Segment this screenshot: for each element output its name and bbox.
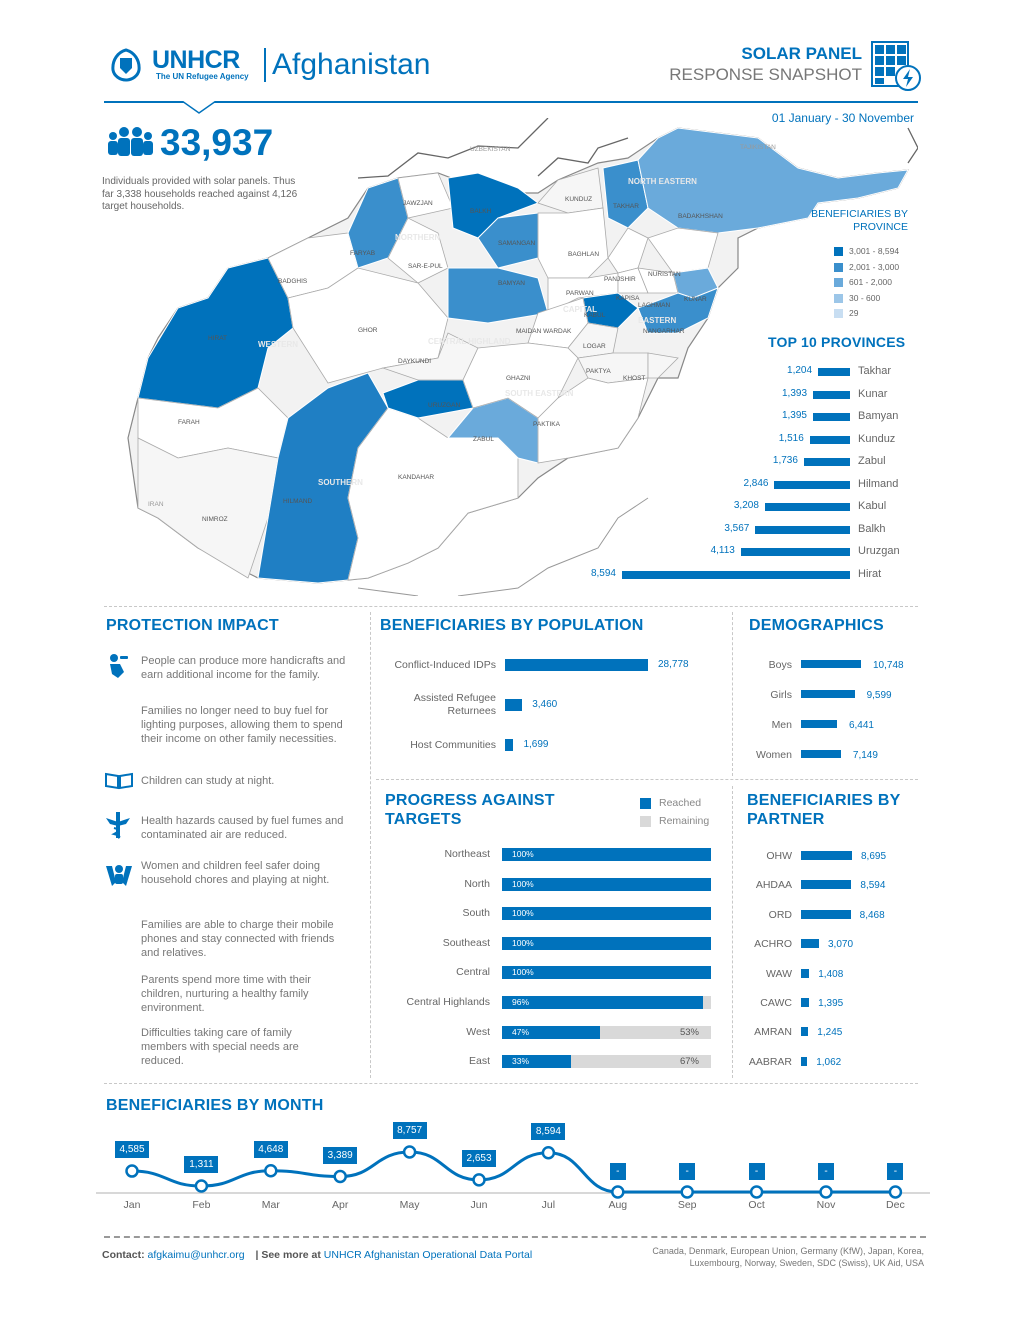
- month-tick-label: Jan: [123, 1199, 141, 1211]
- neighbor-label: IRAN: [148, 501, 164, 508]
- month-tick-label: Oct: [748, 1199, 765, 1211]
- partner-value: 8,594: [860, 880, 886, 892]
- demographics-value: 6,441: [848, 720, 874, 731]
- partners-title: BENEFICIARIES BY PARTNER: [747, 792, 901, 828]
- partner-label: OHW: [766, 850, 792, 862]
- footer-contact: [102, 1249, 532, 1261]
- top10-name: Uruzgan: [858, 545, 900, 557]
- unhcr-logo: [104, 46, 264, 82]
- demographics-bar: [801, 750, 841, 758]
- impact-item-5: Women and children feel safer doing household chores and playing at night.: [141, 860, 330, 886]
- month-point: [612, 1187, 623, 1198]
- progress-track: [502, 848, 711, 861]
- progress-remaining-label: 67%: [679, 1056, 699, 1068]
- top10-bar: [804, 458, 850, 466]
- map-legend-swatch: [834, 263, 843, 272]
- top10-value: 1,516: [778, 432, 804, 444]
- province-label: BAMYAN: [498, 280, 525, 287]
- impact-item-1: People can produce more handicrafts and earn additional income for the family.: [141, 655, 346, 681]
- map-legend-swatch: [834, 294, 843, 303]
- top10-name: Balkh: [858, 522, 886, 535]
- demographics-title: DEMOGRAPHICS: [749, 617, 884, 634]
- progress-fill: [502, 1026, 600, 1039]
- population-bar: [505, 659, 648, 671]
- month-tick-label: Aug: [608, 1199, 628, 1211]
- protection-title: PROTECTION IMPACT: [106, 617, 279, 634]
- demographics-label: Women: [756, 749, 792, 761]
- progress-remaining-label: 53%: [679, 1026, 699, 1038]
- partner-value: 1,408: [818, 968, 844, 980]
- partner-bar: [801, 1057, 807, 1066]
- region-label: CAPITAL: [563, 305, 598, 314]
- progress-track: [502, 907, 711, 920]
- population-label: Assisted Refugee Returnees: [413, 692, 496, 717]
- impact-item-7: Parents spend more time with their children, nurturing a healthy family environment.: [141, 974, 311, 1014]
- top10-bar: [741, 548, 850, 556]
- demographics-label: Girls: [770, 689, 792, 701]
- progress-label: South: [462, 907, 490, 920]
- month-point: [543, 1147, 554, 1158]
- progress-reached-label: 100%: [512, 937, 534, 948]
- population-title: BENEFICIARIES BY POPULATION: [380, 617, 644, 634]
- population-bar: [505, 739, 513, 751]
- progress-label: West: [466, 1025, 490, 1038]
- month-tick-label: Sep: [677, 1199, 697, 1211]
- map-legend-label: 29: [849, 308, 859, 318]
- province-label: DAYKUNDI: [398, 358, 432, 365]
- map-legend-label: 3,001 - 8,594: [849, 246, 900, 256]
- impact-item-6: Families are able to charge their mobile phones and stay connected with friends and relatives.: [141, 919, 335, 959]
- partner-value: 1,062: [816, 1056, 842, 1068]
- top10-value: 3,208: [733, 500, 759, 511]
- demographics-value: 7,149: [852, 750, 878, 761]
- partner-label: AABRAR: [748, 1055, 792, 1068]
- province-label: BADAKHSHAN: [678, 213, 723, 220]
- province-label: LAGHMAN: [638, 302, 671, 309]
- month-data-label: -: [749, 1163, 765, 1180]
- health-icon: [104, 810, 132, 840]
- top10-value: 1,395: [781, 410, 807, 421]
- top10-name: Hilmand: [858, 477, 899, 490]
- province-label: LOGAR: [583, 343, 606, 350]
- laurel-icon: [104, 46, 148, 82]
- country-title: Afghanistan: [272, 48, 431, 81]
- progress-fill: [502, 878, 711, 891]
- top10-name: Takhar: [858, 365, 892, 377]
- progress-track: [502, 878, 711, 891]
- top10-bar: [818, 368, 850, 376]
- month-data-label: -: [679, 1163, 695, 1180]
- see-more-label: | See more at: [255, 1249, 321, 1261]
- period-label: 01 January - 30 November: [771, 111, 914, 125]
- legend-reached-swatch: [640, 798, 651, 809]
- top10-bar: [810, 436, 850, 444]
- month-point: [335, 1171, 346, 1182]
- top10-bar: [774, 481, 850, 489]
- partner-label: ORD: [768, 908, 792, 921]
- header-rule: [104, 101, 918, 103]
- progress-reached-label: 100%: [512, 908, 534, 919]
- province-label: FARAH: [178, 419, 200, 426]
- map-legend-swatch: [834, 278, 843, 287]
- progress-fill: [502, 937, 711, 950]
- border-line-east: [908, 128, 918, 163]
- legend-remaining: [640, 812, 709, 830]
- province-label: ZABUL: [473, 436, 494, 443]
- progress-reached-label: 100%: [512, 849, 534, 859]
- month-point: [127, 1166, 138, 1177]
- top10-name: Zabul: [858, 455, 886, 467]
- divider-bottom: [104, 1083, 918, 1084]
- progress-fill: [502, 1055, 571, 1068]
- top10-value: 1,393: [782, 387, 808, 399]
- region-label: WESTERN: [258, 340, 298, 349]
- month-point: [474, 1174, 485, 1185]
- month-data-label: 8,594: [531, 1123, 565, 1140]
- month-point: [751, 1187, 762, 1198]
- top10-value: 4,113: [710, 545, 735, 556]
- top10-value: 1,204: [787, 365, 813, 376]
- report-title-line1: SOLAR PANEL: [741, 44, 862, 63]
- month-data-label: 4,648: [254, 1141, 288, 1158]
- divider-v1: [370, 612, 371, 1078]
- progress-label: Central Highlands: [406, 996, 490, 1008]
- org-name: UNHCR: [152, 46, 240, 74]
- progress-track: [502, 966, 711, 979]
- progress-track: [502, 1055, 711, 1068]
- province-label: BADGHIS: [278, 278, 308, 285]
- top10-name: Bamyan: [858, 410, 899, 422]
- month-data-label: 2,653: [462, 1150, 496, 1167]
- top10-name: Kunduz: [858, 432, 896, 445]
- top10-name: Hirat: [858, 567, 882, 580]
- divider-top: [104, 606, 918, 607]
- partner-label: AHDAA: [755, 879, 792, 892]
- month-data-label: 4,585: [115, 1141, 149, 1158]
- progress-label: East: [468, 1055, 490, 1068]
- map-legend-label: 30 - 600: [849, 292, 881, 303]
- month-data-label: 3,389: [323, 1147, 357, 1164]
- header-divider: [264, 48, 266, 82]
- progress-fill: [502, 907, 711, 920]
- demographics-bar: [801, 690, 855, 698]
- province-label: HILMAND: [283, 498, 313, 505]
- map-legend-item: [834, 306, 908, 322]
- top10-value: 8,594: [590, 567, 616, 579]
- afghanistan-map: [118, 118, 918, 596]
- province-label: URUZGAN: [428, 402, 461, 409]
- month-tick-label: Jun: [470, 1199, 488, 1211]
- province-label: GHAZNI: [506, 375, 531, 382]
- progress-label: Northeast: [444, 848, 490, 860]
- contact-label: Contact:: [102, 1249, 145, 1261]
- province-label: SAMANGAN: [498, 240, 536, 247]
- partner-value: 1,395: [818, 998, 844, 1009]
- partner-value: 8,468: [859, 909, 885, 921]
- top10-name: Kunar: [858, 387, 888, 400]
- book-icon: [104, 772, 134, 790]
- top10-value: 2,846: [743, 477, 769, 489]
- map-legend-label: 601 - 2,000: [849, 277, 893, 287]
- progress-label: Southeast: [442, 936, 490, 949]
- province-label: NIMROZ: [202, 516, 228, 523]
- province-label: FARYAB: [350, 250, 376, 257]
- partner-bar: [801, 851, 852, 860]
- progress-track: [502, 996, 711, 1009]
- partner-bar: [801, 1027, 808, 1036]
- top10-name: Kabul: [858, 500, 887, 512]
- top10-bar: [813, 413, 850, 421]
- province-label: BALKH: [470, 208, 492, 215]
- border-line-north: [358, 118, 548, 178]
- region-label: NORTH EASTERN: [628, 177, 697, 186]
- province-label: HIRAT: [208, 335, 228, 342]
- province-label: NANGARHAR: [643, 328, 685, 335]
- solar-panel-icon: [870, 40, 922, 92]
- province-label: PAKTYA: [586, 368, 611, 375]
- month-data-label: 8,757: [393, 1122, 427, 1139]
- progress-legend: [640, 794, 709, 830]
- province-label: GHOR: [358, 327, 378, 334]
- progress-reached-label: 96%: [512, 997, 530, 1007]
- top10-value: 1,736: [772, 455, 798, 466]
- progress-reached-label: 33%: [512, 1056, 530, 1067]
- month-point: [265, 1165, 276, 1176]
- progress-label: North: [464, 877, 490, 890]
- population-value: 1,699: [523, 739, 549, 750]
- province-label: PAKTIKA: [533, 421, 560, 428]
- org-subtitle: The UN Refugee Agency: [156, 72, 249, 81]
- month-tick-label: Nov: [816, 1199, 836, 1211]
- month-tick-label: Mar: [261, 1199, 280, 1211]
- partner-bar: [801, 939, 819, 948]
- protection-icon: [104, 860, 134, 890]
- neighbor-label: TAJIKISTAN: [740, 144, 776, 151]
- map-legend-label: 2,001 - 3,000: [849, 261, 900, 272]
- divider-mid: [376, 779, 918, 780]
- impact-item-4: Health hazards caused by fuel fumes and contaminated air are reduced.: [141, 815, 344, 841]
- partner-label: ACHRO: [754, 938, 792, 951]
- headline-description: Individuals provided with solar panels. Thus far 3,338 households reached against 4,126 target households.: [102, 176, 298, 212]
- footer-divider: [104, 1236, 926, 1238]
- month-tick-label: Apr: [332, 1199, 349, 1211]
- progress-title: PROGRESS AGAINST TARGETS: [385, 792, 555, 828]
- month-point: [682, 1187, 693, 1198]
- population-label: Host Communities: [410, 739, 496, 751]
- map-legend-item: [834, 244, 908, 260]
- top10-bar: [622, 571, 850, 579]
- impact-item-2: Families no longer need to buy fuel for lighting purposes, allowing them to spend their income on other family necessities.: [141, 705, 343, 745]
- province-baghlan: [538, 208, 608, 278]
- report-title: [600, 44, 862, 85]
- population-value: 28,778: [658, 659, 689, 670]
- month-data-label: -: [610, 1163, 626, 1180]
- province-label: TAKHAR: [613, 203, 639, 210]
- legend-reached: [640, 794, 709, 812]
- month-point: [404, 1147, 415, 1158]
- province-bamyan: [448, 268, 548, 323]
- top10-bar: [755, 526, 850, 534]
- partner-bar: [801, 880, 851, 889]
- region-label: CENTRAL HIGHLAND: [428, 337, 511, 346]
- demographics-bar: [801, 660, 861, 668]
- map-legend: [790, 208, 908, 322]
- demographics-bar: [801, 720, 837, 728]
- progress-fill: [502, 996, 703, 1009]
- month-point: [196, 1181, 207, 1192]
- progress-reached-label: 100%: [512, 967, 534, 978]
- province-label: KHOST: [623, 375, 646, 382]
- province-label: BAGHLAN: [568, 251, 600, 258]
- partner-value: 1,245: [817, 1027, 843, 1039]
- region-label: EASTERN: [638, 316, 677, 325]
- legend-reached-label: Reached: [659, 797, 702, 809]
- province-label: KUNDUZ: [565, 196, 593, 203]
- progress-reached-label: 100%: [512, 878, 534, 889]
- province-label: KABUL: [584, 312, 606, 319]
- region-label: NORTHERN: [395, 233, 441, 242]
- demographics-label: Boys: [768, 659, 792, 671]
- population-label: Conflict-Induced IDPs: [394, 659, 496, 671]
- impact-item-3: Children can study at night.: [141, 775, 275, 787]
- top10-bar: [765, 503, 850, 511]
- map-legend-item: [834, 275, 908, 291]
- neighbor-label: UZBEKISTAN: [470, 146, 511, 153]
- month-data-label: 1,311: [184, 1156, 218, 1173]
- progress-fill: [502, 966, 711, 979]
- month-data-label: -: [887, 1163, 903, 1180]
- map-legend-items: [834, 244, 908, 322]
- top10-title: TOP 10 PROVINCES: [768, 334, 906, 350]
- province-label: KUNAR: [684, 296, 707, 303]
- partner-bar: [801, 969, 809, 978]
- month-point: [821, 1187, 832, 1198]
- partner-value: 8,695: [861, 851, 887, 862]
- month-point: [890, 1187, 901, 1198]
- partner-label: WAW: [765, 967, 792, 980]
- divider-v2: [732, 612, 733, 776]
- province-label: MAIDAN WARDAK: [516, 328, 572, 335]
- demographics-label: Men: [771, 719, 792, 731]
- demographics-value: 10,748: [873, 660, 904, 671]
- province-label: NURISTAN: [648, 271, 681, 278]
- month-chart-title: BENEFICIARIES BY MONTH: [106, 1097, 324, 1114]
- progress-track: [502, 937, 711, 950]
- month-tick-label: Feb: [192, 1199, 211, 1211]
- divider-v3: [732, 786, 733, 1078]
- province-label: JAWZJAN: [403, 200, 433, 207]
- partner-value: 3,070: [828, 939, 854, 951]
- header-pointer: [182, 101, 216, 115]
- province-label: KAPISA: [616, 295, 640, 302]
- month-tick-label: May: [399, 1199, 420, 1211]
- data-portal-link[interactable]: UNHCR Afghanistan Operational Data Portal: [323, 1249, 533, 1261]
- map-legend-item: [834, 291, 908, 307]
- progress-track: [502, 1026, 711, 1039]
- province-label: PARWAN: [566, 290, 594, 297]
- demographics-value: 9,599: [866, 690, 892, 701]
- top10-bar: [813, 391, 850, 399]
- impact-item-8: Difficulties taking care of family members with special needs are reduced.: [141, 1027, 299, 1067]
- progress-label: Central: [456, 966, 490, 979]
- province-label: SAR-E-PUL: [408, 263, 443, 270]
- progress-reached-label: 47%: [512, 1026, 530, 1037]
- map-legend-title: BENEFICIARIES BY PROVINCE: [811, 208, 908, 233]
- handicraft-icon: [106, 652, 130, 680]
- partner-bar: [801, 998, 809, 1007]
- legend-remaining-swatch: [640, 816, 651, 827]
- population-bar: [505, 699, 522, 711]
- map-legend-swatch: [834, 309, 843, 318]
- population-value: 3,460: [532, 699, 558, 710]
- partner-label: AMRAN: [754, 1026, 792, 1039]
- progress-fill: [502, 848, 711, 861]
- region-label: SOUTH EASTERN: [505, 389, 574, 398]
- month-series-line: [132, 1152, 895, 1192]
- month-tick-label: Jul: [541, 1199, 556, 1211]
- partner-bar: [801, 910, 851, 919]
- partner-label: CAWC: [760, 997, 792, 1009]
- month-data-label: -: [818, 1163, 834, 1180]
- province-label: PANJSHIR: [604, 276, 636, 283]
- report-title-line2: RESPONSE SNAPSHOT: [669, 65, 862, 84]
- contact-email[interactable]: afgkaimu@unhcr.org: [147, 1249, 245, 1261]
- legend-remaining-label: Remaining: [659, 815, 710, 827]
- month-tick-label: Dec: [886, 1199, 905, 1211]
- map-legend-swatch: [834, 247, 843, 256]
- donors-text: Canada, Denmark, European Union, Germany (KfW), Japan, Korea, Luxembourg, Norway, Sweden, SDC (Swiss), UK Aid, USA: [652, 1246, 924, 1268]
- map-legend-item: [834, 260, 908, 276]
- top10-value: 3,567: [724, 522, 750, 534]
- headline-value: 33,937: [160, 122, 274, 163]
- province-label: KANDAHAR: [398, 474, 435, 481]
- region-label: SOUTHERN: [318, 478, 363, 487]
